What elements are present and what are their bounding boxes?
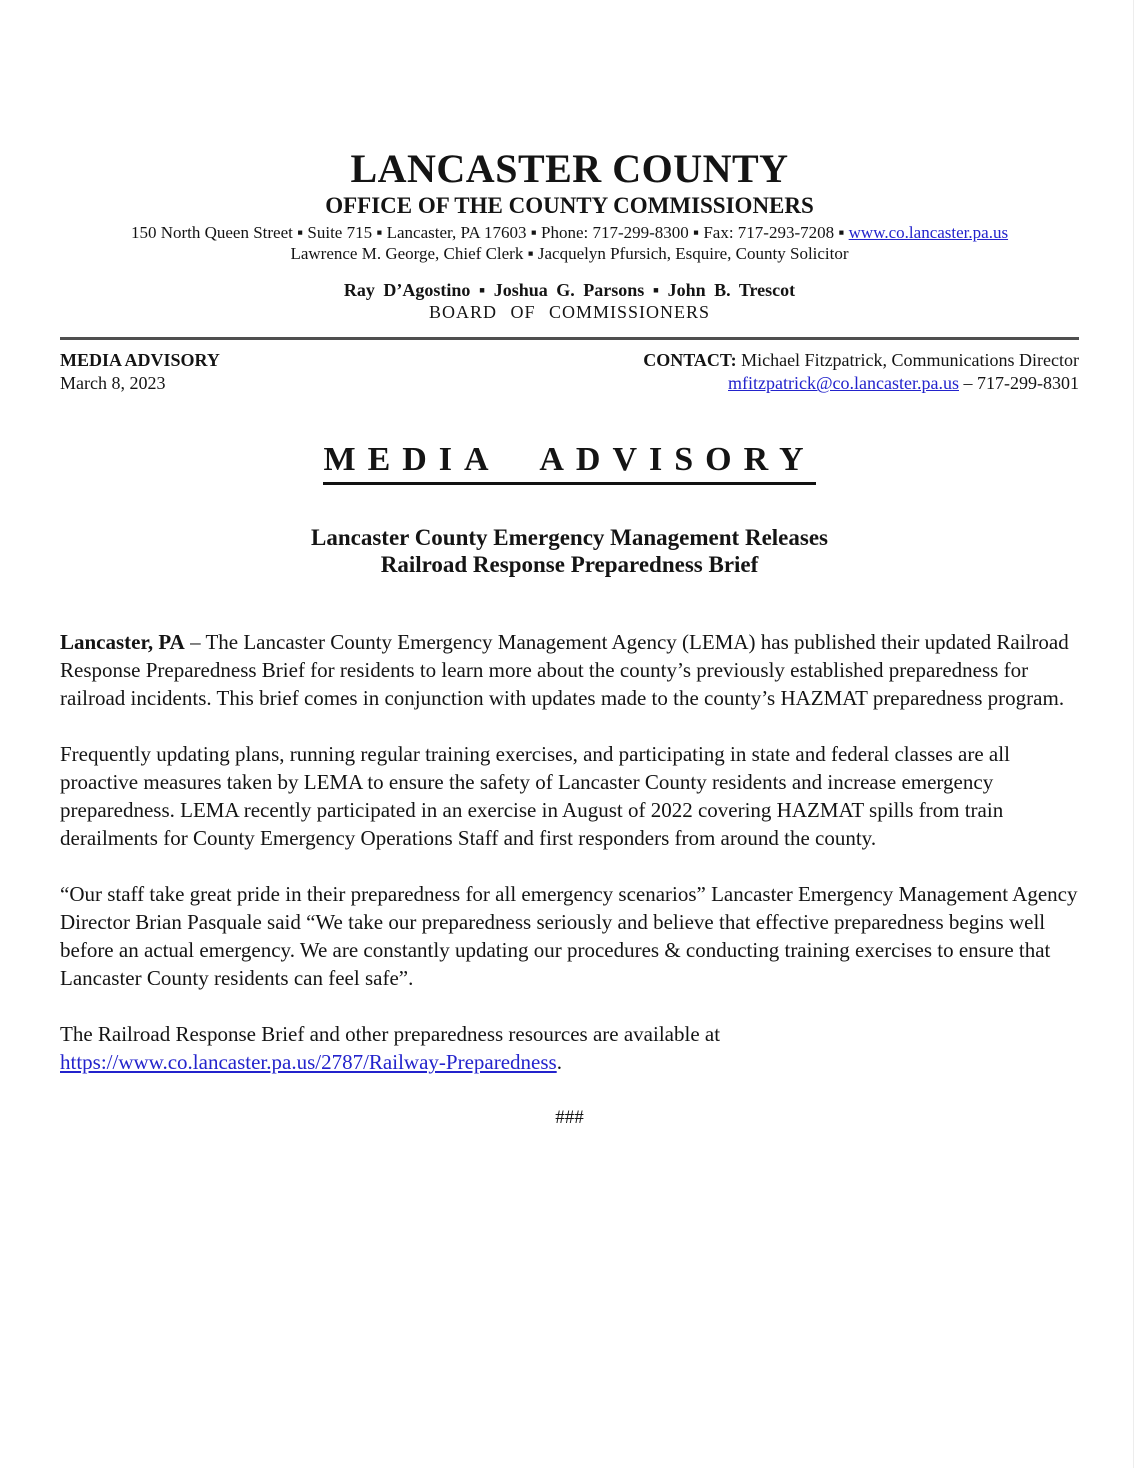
advisory-meta-left [60, 349, 220, 395]
advisory-meta-row [60, 349, 1079, 395]
paragraph-1-text: – The Lancaster County Emergency Management Agency (LEMA) has published their updated Railroad Response Preparedness Brief for residents to learn more about the county’s previously established preparedness for railroad incidents. This brief comes in conjunction with updates made to the county’s HAZMAT preparedness program. [60, 630, 1069, 711]
officials-line: Lawrence M. George, Chief Clerk ▪ Jacquelyn Pfursich, Esquire, County Solicitor [290, 243, 849, 263]
paragraph-3: “Our staff take great pride in their preparedness for all emergency scenarios” Lancaster Emergency Management Agency Director Brian Pasquale said “We take our preparedness seriously and believe that effective preparedness begins well before an actual emergency. We are constantly updating our procedures & conducting training exercises to ensure that Lancaster County residents can feel safe”. [60, 882, 1078, 991]
advisory-date: March 8, 2023 [60, 373, 166, 394]
advisory-label: MEDIA ADVISORY [60, 350, 220, 371]
subtitle-line-1: Lancaster County Emergency Management Releases [311, 525, 828, 551]
body-text [60, 628, 1079, 1132]
address-line [60, 223, 1079, 244]
contact-email-link[interactable]: mfitzpatrick@co.lancaster.pa.us [728, 373, 959, 394]
address-text: 150 North Queen Street ▪ Suite 715 ▪ Lancaster, PA 17603 ▪ Phone: 717-299-8300 ▪ Fax: 717-293-7208 ▪ [130, 223, 849, 242]
board-label: BOARD OF COMMISSIONERS [428, 302, 711, 323]
headline-title: MEDIA ADVISORY [323, 441, 815, 485]
letterhead [60, 148, 1079, 323]
org-name: LANCASTER COUNTY [350, 146, 789, 191]
end-mark: ### [555, 1107, 584, 1129]
railway-preparedness-link[interactable]: https://www.co.lancaster.pa.us/2787/Railway-Preparedness [60, 1050, 557, 1075]
office-name: OFFICE OF THE COUNTY COMMISSIONERS [325, 193, 814, 218]
contact-email-line [643, 372, 1079, 395]
paragraph-1-dateline: Lancaster, PA [60, 630, 185, 655]
website-link[interactable]: www.co.lancaster.pa.us [848, 223, 1009, 242]
contact-label: CONTACT: [643, 350, 737, 371]
divider-rule [60, 337, 1079, 340]
paragraph-4 [60, 1020, 1079, 1076]
contact-name: Michael Fitzpatrick, Communications Director [736, 350, 1079, 371]
paragraph-1 [60, 628, 1079, 712]
paragraph-4-period: . [556, 1050, 562, 1075]
commissioners-line: Ray D’Agostino ▪ Joshua G. Parsons ▪ John B. Trescot [343, 280, 796, 301]
subtitle-line-2: Railroad Response Preparedness Brief [380, 552, 759, 578]
advisory-meta-right [643, 349, 1079, 395]
contact-line [643, 349, 1079, 372]
paragraph-2: Frequently updating plans, running regular training exercises, and participating in state and federal classes are all proactive measures taken by LEMA to ensure the safety of Lancaster County residents and increase emergency preparedness. LEMA recently participated in an exercise in August of 2022 covering HAZMAT spills from train derailments for County Emergency Operations Staff and first responders from around the county. [60, 742, 1010, 851]
contact-phone: – 717-299-8301 [959, 373, 1079, 394]
headline-subtitle [60, 525, 1079, 579]
paragraph-4-text: The Railroad Response Brief and other preparedness resources are available at [60, 1022, 721, 1047]
page-edge-line [1133, 0, 1134, 1468]
headline-wrap [60, 441, 1079, 485]
